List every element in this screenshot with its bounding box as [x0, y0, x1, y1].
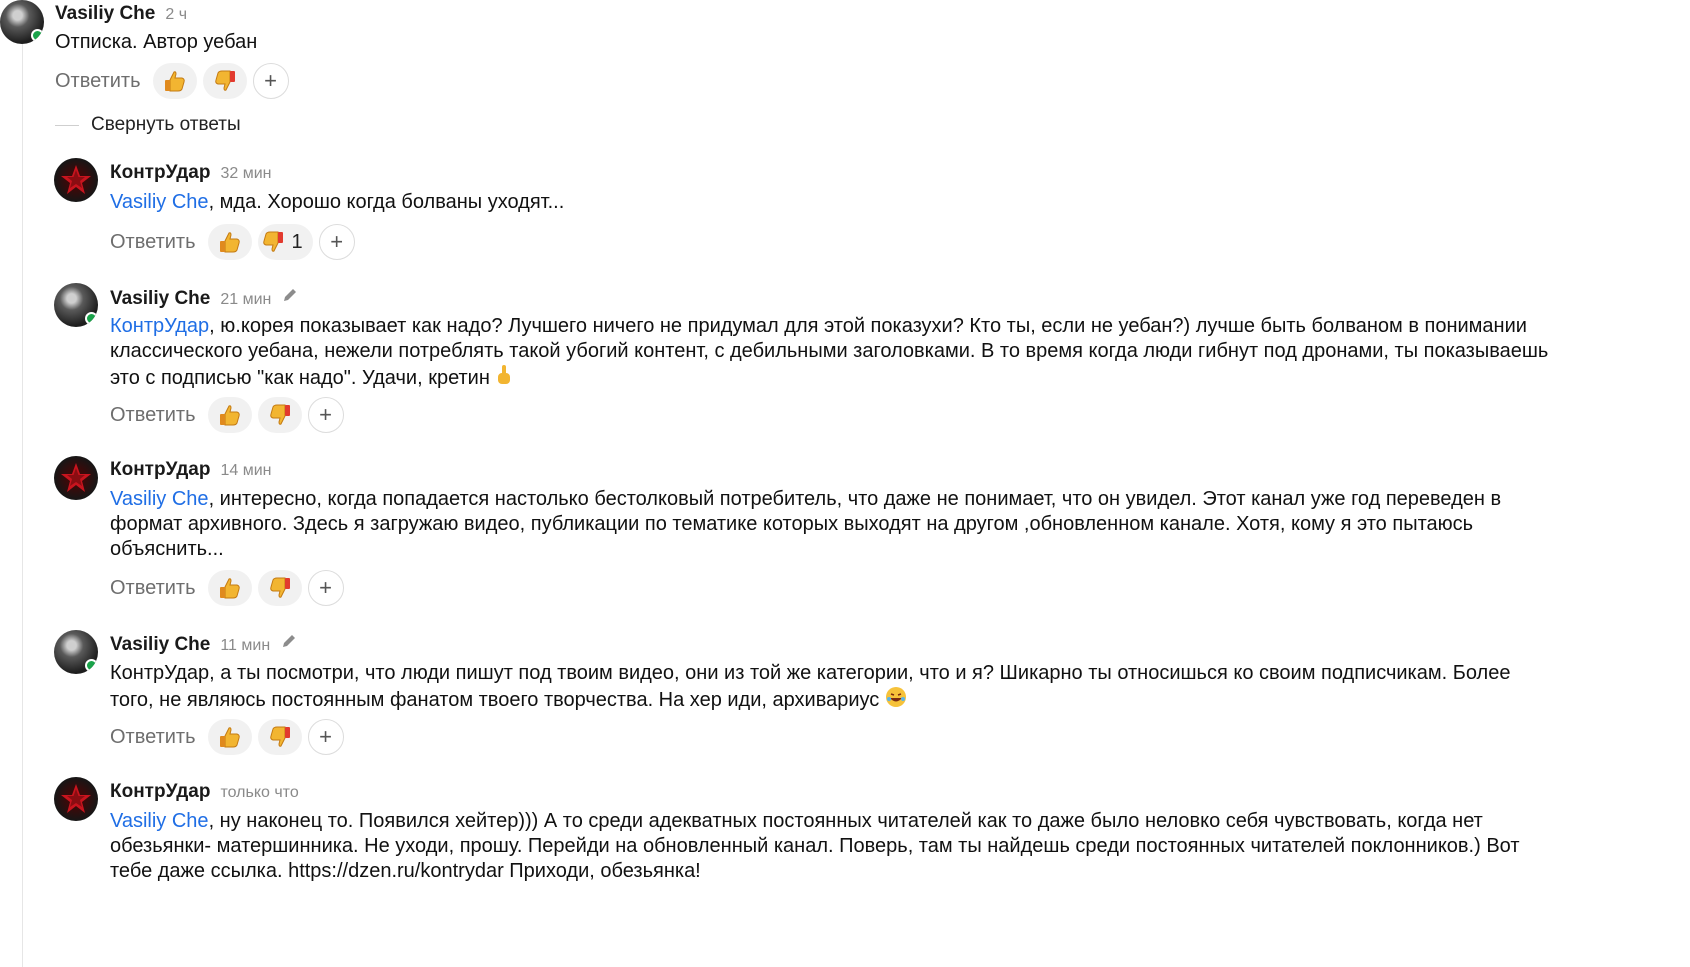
comment-header [110, 286, 299, 310]
thumbs-down-icon [260, 229, 286, 255]
reply-button[interactable]: Ответить [110, 230, 196, 253]
timestamp: 32 мин [220, 165, 272, 182]
comment-actions [110, 570, 344, 606]
comment-header [55, 3, 187, 25]
author-name[interactable]: КонтрУдар [110, 781, 211, 802]
like-button[interactable] [208, 397, 252, 433]
comment-text: Vasiliy Che, ну наконец то. Появился хейтер))) А то среди адекватных постоянных читателей как то даже было неловко себя чувствовать, когда нет обезьянки- матершинника. Не уходи, прошу. Перейди на обновленный канал. Поверь, там ты найдешь среди постоянных читателей поклонников.) Вот тебе даже ссылка. https://dzen.ru/kontrydar Приходи, обезьянка! [110, 810, 1520, 882]
add-reaction-button[interactable]: + [308, 397, 344, 433]
comment-text: КонтрУдар, а ты посмотри, что люди пишут под твоим видео, они из той же категории, что и я? Шикарно ты относишься ко своим подписчикам. Более того, не являюсь постоянным фанатом твоего творчества. На хер иди, архивариус [110, 661, 1550, 715]
avatar[interactable] [54, 283, 98, 327]
thumbs-down-icon [267, 402, 293, 428]
comment-header [110, 162, 271, 184]
online-indicator [31, 29, 44, 42]
thumbs-up-icon [217, 229, 243, 255]
dislike-button[interactable] [258, 570, 302, 606]
mention-link[interactable]: Vasiliy Che [110, 488, 209, 510]
thumbs-down-icon [267, 724, 293, 750]
add-reaction-button[interactable]: + [319, 224, 355, 260]
add-reaction-button[interactable]: + [308, 570, 344, 606]
comment-actions [110, 224, 355, 260]
edited-pencil-icon [281, 286, 299, 309]
avatar[interactable] [54, 456, 98, 500]
comment-text: Vasiliy Che, мда. Хорошо когда болваны уходят... [110, 191, 565, 213]
reply-button[interactable]: Ответить [55, 69, 141, 92]
author-name[interactable]: КонтрУдар [110, 162, 211, 183]
like-button[interactable] [208, 570, 252, 606]
like-button[interactable] [208, 719, 252, 755]
thumbs-up-icon [217, 402, 243, 428]
author-name[interactable]: Vasiliy Che [110, 288, 211, 309]
red-star-icon [54, 456, 98, 500]
thumbs-down-icon [267, 575, 293, 601]
comment-header [110, 632, 298, 656]
timestamp: 14 мин [220, 462, 272, 479]
collapse-replies-label: Свернуть ответы [91, 114, 241, 135]
comment-text: КонтрУдар, ю.корея показывает как надо? Лучшего ничего не придумал для этой показухи? Кто ты, если не уебан?) лучше быть болваном в понимании классического уебана, нежели потреблять такой убогий контент, с дебильными заголовками. В то время когда люди гибнут под дронами, ты показываешь это с подписью "как надо". Удачи, кретин [110, 314, 1550, 393]
reply-button[interactable]: Ответить [110, 725, 196, 748]
thumbs-up-icon [162, 68, 188, 94]
timestamp: 2 ч [165, 6, 188, 23]
reply-button[interactable]: Ответить [110, 576, 196, 599]
dislike-button[interactable] [258, 719, 302, 755]
online-indicator [85, 659, 98, 672]
comment-text: Vasiliy Che, интересно, когда попадается настолько бестолковый потребитель, что даже не понимает, что он увидел. Этот канал уже год переведен в формат архивного. Здесь я загружаю видео, публикации по тематике которых выходят на другом ,обновленном канале. Хотя, кому я это пытаюсь объяснить... [110, 488, 1502, 560]
red-star-icon [54, 777, 98, 821]
online-indicator [85, 312, 98, 325]
author-name[interactable]: КонтрУдар [110, 459, 211, 480]
comment-text: Отписка. Автор уебан [55, 31, 258, 53]
mention-link[interactable]: Vasiliy Che [110, 191, 209, 213]
mention-link[interactable]: КонтрУдар [110, 315, 210, 337]
timestamp: 11 мин [220, 637, 271, 654]
avatar[interactable] [0, 0, 44, 44]
middle-finger-icon [495, 364, 513, 393]
dislike-count: 1 [291, 230, 303, 253]
thread-line [22, 44, 23, 967]
dislike-button[interactable] [203, 63, 247, 99]
timestamp: 21 мин [220, 291, 272, 308]
thumbs-down-icon [212, 68, 238, 94]
add-reaction-button[interactable]: + [253, 63, 289, 99]
red-star-icon [54, 158, 98, 202]
comment-actions [55, 63, 289, 99]
timestamp: только что [220, 784, 299, 801]
avatar[interactable] [54, 158, 98, 202]
collapse-replies[interactable] [55, 114, 241, 136]
reply-button[interactable]: Ответить [110, 403, 196, 426]
comment-header [110, 781, 299, 803]
like-button[interactable] [208, 224, 252, 260]
dislike-button[interactable] [258, 224, 313, 260]
avatar[interactable] [54, 630, 98, 674]
author-name[interactable]: Vasiliy Che [110, 634, 211, 655]
comment-actions [110, 397, 344, 433]
thumbs-up-icon [217, 575, 243, 601]
like-button[interactable] [153, 63, 197, 99]
edited-pencil-icon [280, 632, 298, 655]
avatar[interactable] [54, 777, 98, 821]
divider [55, 125, 79, 126]
comment-header [110, 459, 271, 481]
comment-actions [110, 719, 344, 755]
laughing-face-icon [885, 686, 907, 715]
author-name[interactable]: Vasiliy Che [55, 3, 156, 24]
mention-link[interactable]: Vasiliy Che [110, 810, 209, 832]
add-reaction-button[interactable]: + [308, 719, 344, 755]
thumbs-up-icon [217, 724, 243, 750]
dislike-button[interactable] [258, 397, 302, 433]
